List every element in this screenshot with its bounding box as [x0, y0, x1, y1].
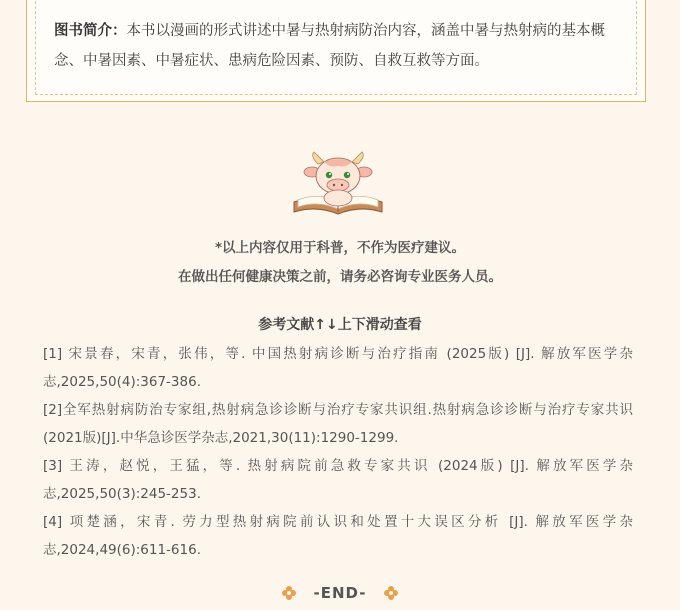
book-intro-box: [26, 0, 646, 102]
book-intro-label: 图书简介：: [54, 23, 127, 39]
reference-item: [4] 项楚涵，宋青. 劳力型热射病院前认识和处置十大误区分析 [J]. 解放军医学杂志,2024,49(6):611-616.: [43, 514, 633, 558]
disclaimer-line-1: *以上内容仅用于科普，不作为医疗建议。: [214, 240, 466, 256]
reference-item: [1] 宋景春，宋青，张伟，等. 中国热射病诊断与治疗指南 (2025版) [J]. 解放军医学杂志,2025,50(4):367-386.: [43, 346, 633, 390]
reference-item: [3] 王涛，赵悦，王猛，等. 热射病院前急救专家共识 (2024版) [J]. 解放军医学杂志,2025,50(3):245-253.: [43, 458, 633, 502]
flower-icon: [384, 586, 398, 600]
references-title: 参考文献↑↓上下滑动查看: [258, 317, 422, 333]
book-intro-text: 本书以漫画的形式讲述中暑与热射病防治内容，涵盖中暑与热射病的基本概念、中暑因素、中暑症状、患病危险因素、预防、自救互救等方面。: [54, 23, 605, 69]
book-intro-inner: [35, 0, 637, 95]
end-marker: [0, 584, 680, 602]
references-list[interactable]: [43, 340, 633, 564]
reference-item: [2]全军热射病防治专家组,热射病急诊诊断与治疗专家共识组.热射病急诊诊断与治疗专家共识(2021版)[J].中华急诊医学杂志,2021,30(11):1290-1299.: [43, 402, 633, 446]
end-label: -END-: [313, 584, 367, 602]
cow-reading-book-icon: [288, 150, 388, 220]
disclaimer-line-2: 在做出任何健康决策之前，请务必咨询专业医务人员。: [178, 269, 502, 285]
flower-icon: [282, 586, 296, 600]
